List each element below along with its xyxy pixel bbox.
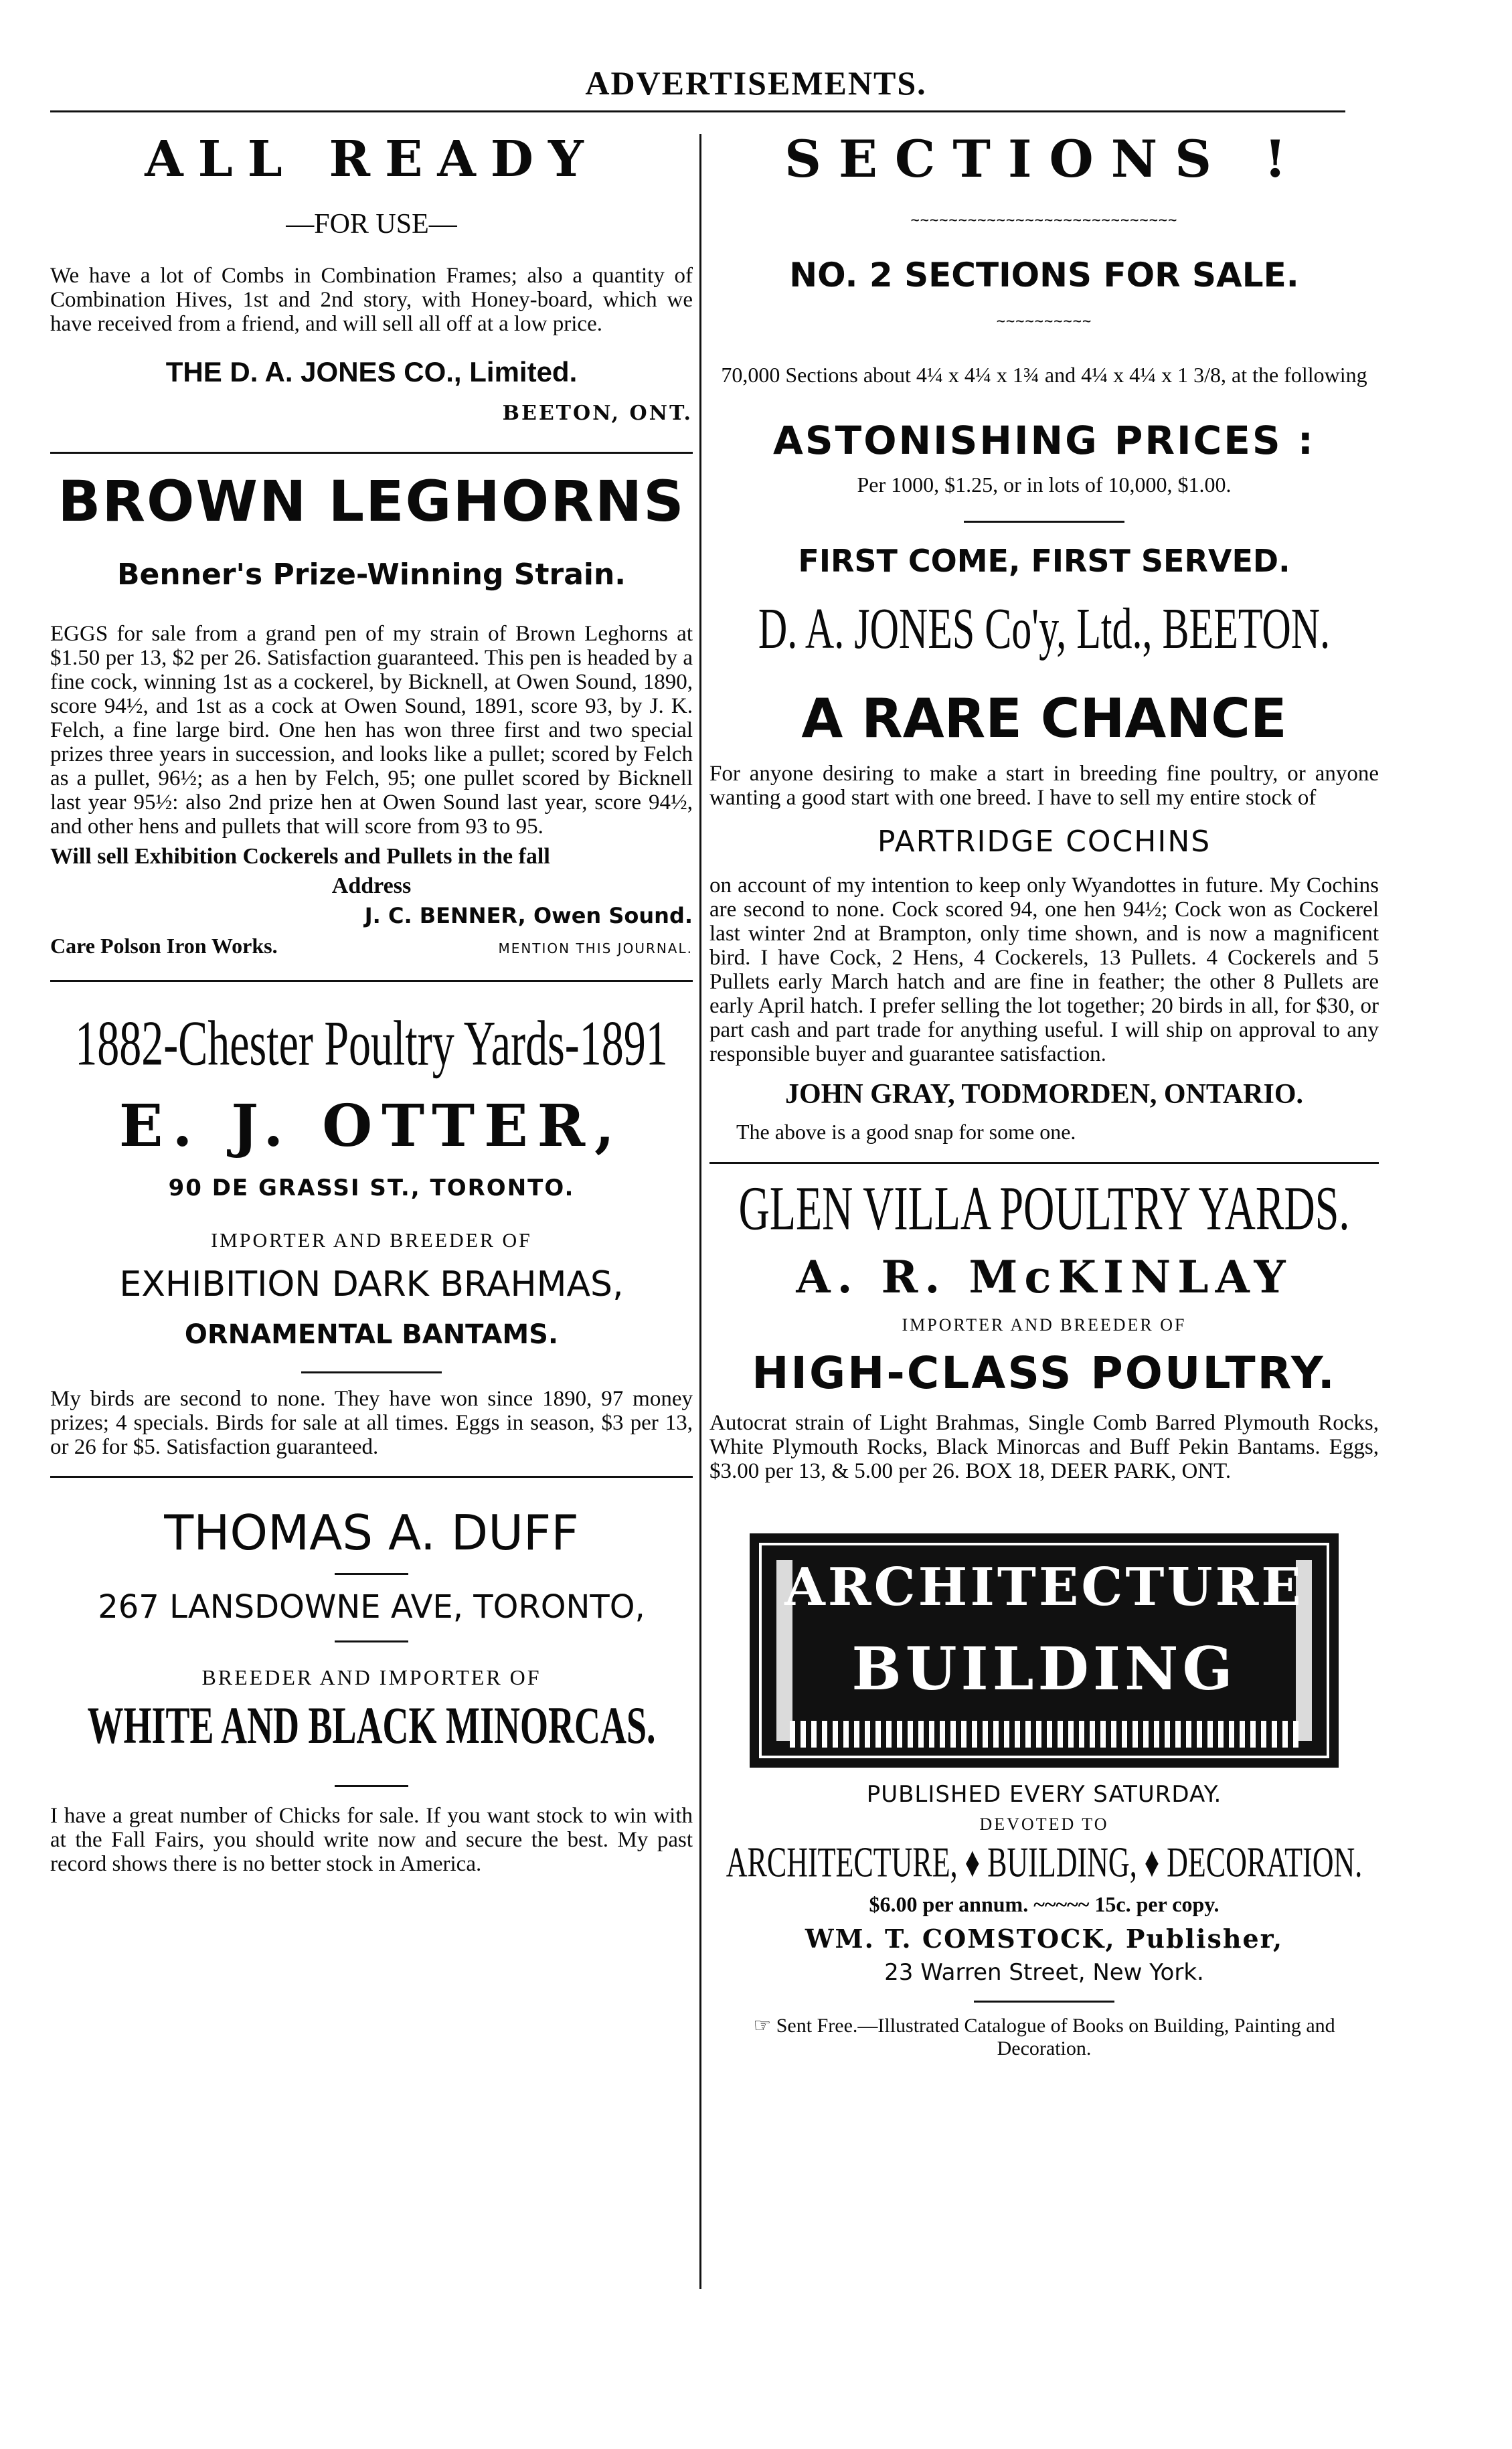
- short-rule: [964, 521, 1124, 523]
- decorative-wave: ~~~~~~~~~~~~~~~~~~~~~~~~~~~~: [910, 212, 1178, 229]
- short-rule: [301, 1371, 442, 1373]
- rare-chance-intro: For anyone desiring to make a start in breeding fine poultry, or anyone wanting a good start with one breed. I have to sell my entire stock of: [709, 762, 1379, 810]
- separator: [709, 1162, 1379, 1164]
- rare-chance-ad: [709, 687, 1379, 1145]
- decorative-flourish: ~~~~~: [1033, 1892, 1095, 1916]
- glen-villa-tagline: HIGH-CLASS POULTRY.: [752, 1347, 1337, 1399]
- short-rule: [335, 1573, 408, 1575]
- separator: [50, 452, 693, 454]
- architecture-price-copy: 15c. per copy.: [1094, 1892, 1220, 1916]
- short-rule: [974, 2001, 1114, 2003]
- architecture-price-annum: $6.00 per annum.: [869, 1892, 1029, 1916]
- glen-villa-body: Autocrat strain of Light Brahmas, Single Comb Barred Plymouth Rocks, White Plymouth Rocks, Black Minorcas and Buff Pekin Bantams. Eggs, $3.00 per 13, & 5.00 per 26. BOX 18, DEER PARK, ONT.: [709, 1411, 1379, 1483]
- left-column: [50, 124, 693, 2422]
- glen-villa-importer: IMPORTER AND BREEDER OF: [902, 1315, 1187, 1335]
- page-title: ADVERTISEMENTS.: [585, 64, 927, 102]
- chester-poultry-ad: [50, 1008, 693, 1459]
- chester-body: My birds are second to none. They have won since 1890, 97 money prizes; 4 specials. Birds for sale at all times. Eggs in season, $3 per 13, or 26 for $5. Satisfaction guaranteed.: [50, 1387, 693, 1459]
- architecture-topics: ARCHITECTURE, ♦ BUILDING, ♦ DECORATION.: [726, 1838, 1363, 1887]
- architecture-building-ad: [709, 1533, 1379, 2060]
- duff-breeds: WHITE AND BLACK MINORCAS.: [87, 1696, 656, 1755]
- sections-company: D. A. JONES Co'y, Ltd., BEETON.: [758, 596, 1331, 661]
- chester-line2: ORNAMENTAL BANTAMS.: [184, 1319, 559, 1350]
- rare-chance-body: on account of my intention to keep only Wyandottes in future. My Cochins are second to none. Cock scored 94, one hen 94½; Cock won as Cockerel last winter 2nd at Brampton, only time shown, and is now a magnificent bird. I have Cock, 2 Hens, 4 Cockerels, 13 Pullets. 4 Cockerels and 5 Pullets early March hatch and are fine in feather; the other 8 Pullets are early April hatch. I prefer selling the lot together; 20 birds in all, for $30, or part cash and part trade for anything useful. I will ship on approval to any responsible buyer and guarantee satisfaction.: [709, 873, 1379, 1066]
- short-rule: [335, 1640, 408, 1642]
- chester-headline: 1882-Chester Poultry Yards-1891: [75, 1008, 668, 1080]
- duff-breeder: BREEDER AND IMPORTER OF: [201, 1665, 541, 1689]
- all-ready-ad: [50, 131, 693, 425]
- duff-ad: [50, 1505, 693, 1876]
- all-ready-headline: ALL READY: [145, 131, 598, 188]
- chester-headline-wrap: [50, 1008, 693, 1092]
- architecture-devoted: DEVOTED TO: [979, 1814, 1109, 1834]
- all-ready-subhead: —FOR USE—: [286, 209, 457, 240]
- sections-ad: [709, 129, 1379, 679]
- sections-headline: SECTIONS !: [784, 129, 1304, 189]
- leghorns-mention: MENTION THIS JOURNAL.: [498, 940, 693, 956]
- sections-prices: Per 1000, $1.25, or in lots of 10,000, $1.00.: [857, 473, 1232, 497]
- sections-body: 70,000 Sections about 4¼ x 4¼ x 1¾ and 4¼ x 4¼ x 1 3/8, at the following: [721, 363, 1367, 387]
- sections-subhead: NO. 2 SECTIONS FOR SALE.: [789, 256, 1299, 294]
- sections-prices-head: ASTONISHING PRICES :: [773, 418, 1315, 463]
- leghorns-address-label: Address: [331, 873, 412, 898]
- brown-leghorns-ad: [50, 469, 693, 958]
- chester-line1: EXHIBITION DARK BRAHMAS,: [119, 1264, 624, 1304]
- rare-chance-note: The above is a good snap for some one.: [736, 1120, 1076, 1144]
- all-ready-location: BEETON, ONT.: [502, 402, 693, 425]
- rare-chance-breed: PARTRIDGE COCHINS: [877, 825, 1211, 859]
- leghorns-body: EGGS for sale from a grand pen of my strain of Brown Leghorns at $1.50 per 13, $2 per 26. Satisfaction guaranteed. This pen is headed by a fine cock, winning 1st as a cockerel, by Bicknell, at Owen Sound, 1890, score 94½, and 1st as a cock at Owen Sound, 1891, score 93, by J. K. Felch, a fine large bird. One hen has won three first and two special prizes three years in succession, and looks like a pullet; scored by Felch as a pullet, 96½; as a hen by Felch, 95; one pullet scored by Bicknell last year 95½: also 2nd prize hen at Owen Sound last year, score 94½, and other hens and pullets that will score from 93 to 95.: [50, 622, 693, 839]
- leghorns-exhibition: Will sell Exhibition Cockerels and Pullets in the fall: [50, 844, 550, 869]
- architecture-sent-free: ☞ Sent Free.—Illustrated Catalogue of Books on Building, Painting and Decoration.: [753, 2015, 1335, 2059]
- chester-importer: IMPORTER AND BREEDER OF: [211, 1230, 532, 1252]
- banner-title-line2: BUILDING: [851, 1634, 1237, 1703]
- chester-address: 90 DE GRASSI ST., TORONTO.: [168, 1175, 575, 1201]
- glen-villa-headline: GLEN VILLA POULTRY YARDS.: [738, 1173, 1350, 1243]
- separator: [50, 1476, 693, 1478]
- sections-company-wrap: [709, 596, 1379, 679]
- rare-chance-headline: A RARE CHANCE: [801, 687, 1287, 750]
- duff-headline: THOMAS A. DUFF: [164, 1505, 579, 1561]
- rare-chance-name: JOHN GRAY, TODMORDEN, ONTARIO.: [784, 1079, 1303, 1110]
- glen-villa-ad: [709, 1173, 1379, 1483]
- glen-villa-name: A. R. McKINLAY: [796, 1251, 1292, 1303]
- leghorns-headline: BROWN LEGHORNS: [58, 469, 685, 534]
- short-rule: [335, 1785, 408, 1787]
- duff-body: I have a great number of Chicks for sale. If you want stock to win with at the Fall Fairs, you should write now and secure the best. My past record shows there is no better stock in America.: [50, 1804, 693, 1876]
- banner-title-line1: ARCHITECTURE: [784, 1557, 1304, 1618]
- separator: [50, 980, 693, 982]
- architecture-published: PUBLISHED EVERY SATURDAY.: [866, 1781, 1222, 1808]
- architecture-publisher: WM. T. COMSTOCK, Publisher,: [805, 1924, 1284, 1954]
- leghorns-subhead: Benner's Prize-Winning Strain.: [116, 558, 626, 592]
- architecture-address: 23 Warren Street, New York.: [884, 1959, 1204, 1986]
- all-ready-company: THE D. A. JONES CO., Limited.: [165, 356, 578, 388]
- leghorns-care-of: Care Polson Iron Works.: [50, 934, 278, 958]
- glen-villa-headline-wrap: [709, 1173, 1379, 1251]
- architecture-topics-wrap: [709, 1838, 1379, 1892]
- right-column: [709, 124, 1379, 2422]
- chester-name: E. J. OTTER,: [118, 1092, 624, 1160]
- duff-breeds-wrap: [50, 1696, 693, 1778]
- architecture-prices: [709, 1892, 1379, 1917]
- duff-address: 267 LANSDOWNE AVE, TORONTO,: [98, 1588, 645, 1626]
- decorative-wave: ~~~~~~~~~~: [996, 313, 1092, 330]
- sections-first-come: FIRST COME, FIRST SERVED.: [798, 543, 1290, 579]
- header-rule: [50, 110, 1345, 112]
- leghorns-name: J. C. BENNER, Owen Sound.: [364, 903, 693, 928]
- all-ready-body: We have a lot of Combs in Combination Frames; also a quantity of Combination Hives, 1st and 2nd story, with Honey-board, which we have received from a friend, and will sell all off at a low price.: [50, 264, 693, 336]
- banner-base: [790, 1721, 1298, 1748]
- leghorns-footer: [50, 934, 693, 958]
- architecture-banner-logo: [750, 1533, 1339, 1768]
- column-divider: [699, 134, 701, 2289]
